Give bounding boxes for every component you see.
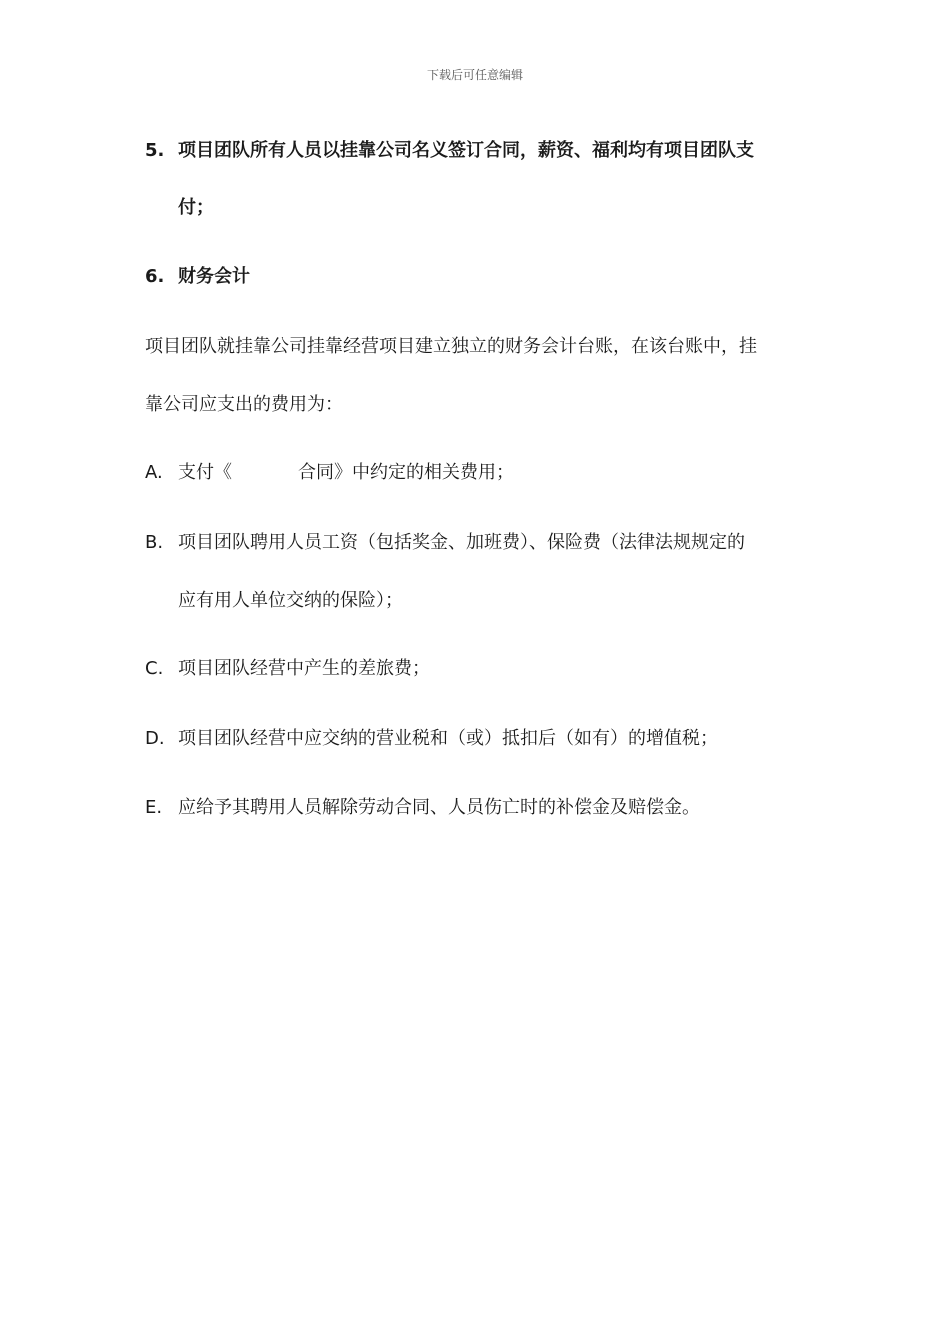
page-header: 下载后可任意编辑 [426, 68, 523, 82]
item-b-line1: 项目团队聘用人员工资（包括奖金、加班费）、保险费（法律法规规定的 [178, 532, 745, 553]
section-5-number: 5. [145, 140, 165, 161]
item-c-text: 项目团队经营中产生的差旅费； [178, 658, 430, 679]
list-item-a [145, 460, 514, 486]
item-a-label: A. [145, 462, 163, 483]
section-6-heading [145, 264, 250, 290]
section-5-line1: 项目团队所有人员以挂靠公司名义签订合同，薪资、福利均有项目团队支 [178, 140, 754, 161]
list-item-b [145, 530, 745, 556]
paragraph-line1: 项目团队就挂靠公司挂靠经营项目建立独立的财务会计台账，在该台账中，挂 [145, 336, 757, 357]
item-d-text: 项目团队经营中应交纳的营业税和（或）抵扣后（如有）的增值税； [178, 728, 718, 749]
section-5-line2: 付； [178, 197, 214, 218]
item-a-text-after: 合同》中约定的相关费用； [298, 462, 514, 483]
item-a-text-before: 支付《 [178, 462, 232, 483]
item-e-text: 应给予其聘用人员解除劳动合同、人员伤亡时的补偿金及赔偿金。 [178, 797, 700, 818]
list-item-e [145, 795, 700, 821]
item-b-label: B. [145, 532, 164, 553]
section-5-heading [145, 138, 754, 164]
section-6-title: 财务会计 [178, 266, 250, 287]
list-item-c [145, 656, 430, 682]
section-6-number: 6. [145, 266, 165, 287]
item-e-label: E. [145, 797, 163, 818]
item-d-label: D. [145, 728, 165, 749]
item-c-label: C. [145, 658, 164, 679]
paragraph-line2: 靠公司应支出的费用为： [145, 394, 343, 415]
item-b-line2: 应有用人单位交纳的保险）； [178, 590, 403, 611]
list-item-d [145, 726, 718, 752]
